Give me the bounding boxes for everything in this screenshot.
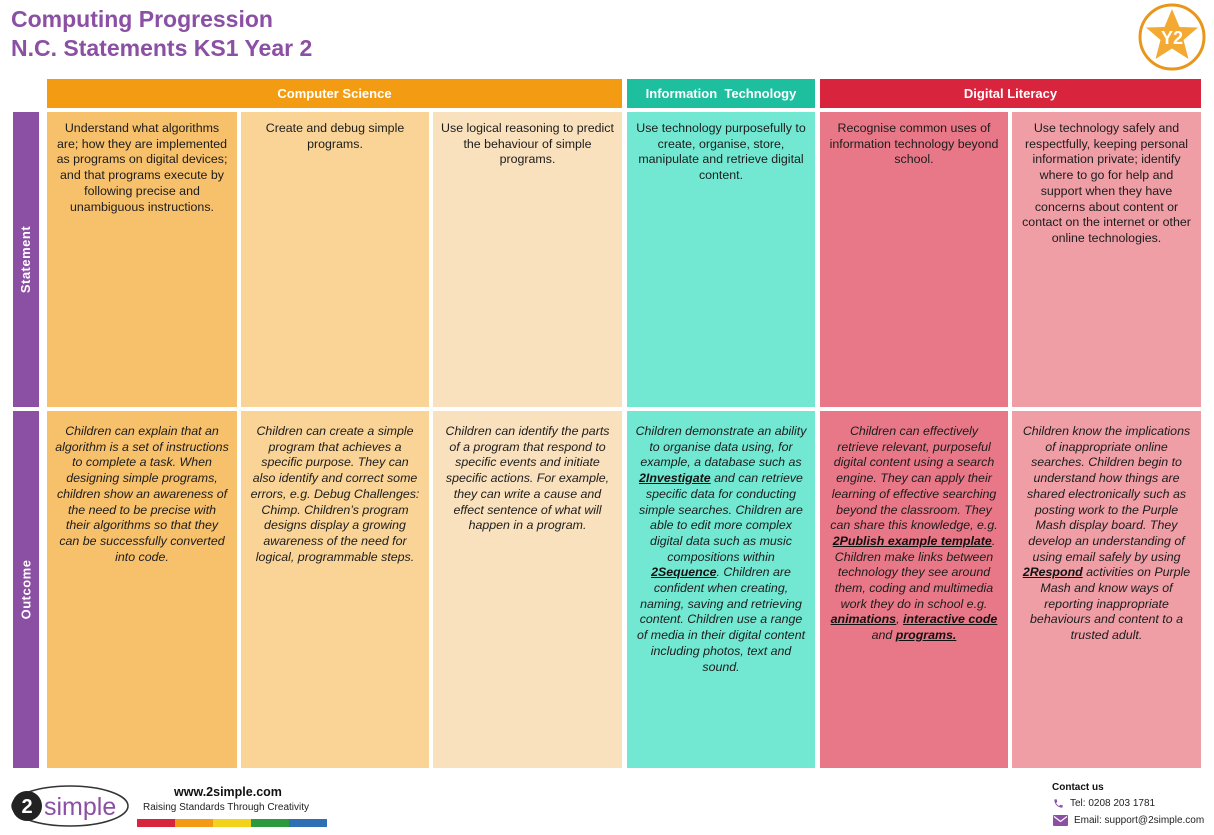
- title-line-1: Computing Progression: [11, 6, 273, 32]
- tagline: Raising Standards Through Creativity: [143, 802, 310, 813]
- link-2investigate[interactable]: 2Investigate: [639, 471, 711, 486]
- category-computer-science: Computer Science: [47, 79, 622, 108]
- contact-email: Email: support@2simple.com: [1053, 815, 1204, 826]
- outcome-cell: Children can effectively retrieve relevant, purposeful digital content using a search engine. They can apply their learning of effective searching beyond the classroom. They can share this knowledge, e.g. 2Publish example template. Children make links between technology they see around them, coding and multimedia work they do in school e.g. animations, interactive code and programs.: [820, 411, 1008, 768]
- outcome-cell: Children can create a simple program that achieves a specific purpose. They can also identify and correct some errors, e.g. Debug Challenges: Chimp. Children’s program designs display a growing awareness of the need for logical, programmable steps.: [241, 411, 429, 768]
- row-label-statement: Statement: [13, 112, 39, 407]
- title-line-2: N.C. Statements KS1 Year 2: [11, 35, 313, 61]
- outcome-cell: Children know the implications of inappropriate online searches. Children begin to understand how things are shared electronically such as posting work to the Purple Mash display board. They develop an understanding of using email safely by using 2Respond activities on Purple Mash and know ways of reporting inappropriate behaviours and content to a trusted adult.: [1012, 411, 1201, 768]
- category-information-technology: Information Technology: [627, 79, 815, 108]
- outcome-cell: Children demonstrate an ability to organise data using, for example, a database such as 2Investigate and can retrieve specific data for conducting simple searches. Children are able to edit more complex digital data such as music compositions within 2Sequence. Children are confident when creating, naming, saving and retrieving content. Children use a range of media in their digital content including photos, text and sound.: [627, 411, 815, 768]
- row-label-outcome: Outcome: [13, 411, 39, 768]
- category-digital-literacy: Digital Literacy: [820, 79, 1201, 108]
- link-programs[interactable]: programs.: [895, 628, 957, 643]
- statement-cell: Understand what algorithms are; how they are implemented as programs on digital devices; and that programs execute by following precise and unambiguous instructions.: [47, 112, 237, 407]
- statement-cell: Use logical reasoning to predict the behaviour of simple programs.: [433, 112, 622, 407]
- link-2sequence[interactable]: 2Sequence: [651, 565, 717, 580]
- page-title: [11, 5, 312, 63]
- outcome-cell: Children can identify the parts of a program that respond to specific events and initiate specific actions. For example, they can write a cause and effect sentence of what will happen in a program.: [433, 411, 622, 768]
- contact-heading: Contact us: [1052, 782, 1104, 793]
- logo-word: simple: [44, 793, 117, 821]
- link-interactive-code[interactable]: interactive code: [902, 612, 998, 627]
- logo-digit: 2: [21, 796, 33, 818]
- link-2publish-template[interactable]: 2Publish example template: [832, 533, 992, 548]
- link-2respond[interactable]: 2Respond: [1022, 565, 1083, 580]
- contact-tel: Tel: 0208 203 1781: [1053, 798, 1155, 809]
- statement-cell: Use technology safely and respectfully, keeping personal information private; identify where to go for help and support when they have concerns about content or contact on the internet or other online technologies.: [1012, 112, 1201, 407]
- badge-label: Y2: [1160, 28, 1184, 48]
- mail-icon: [1053, 815, 1068, 826]
- outcome-cell: Children can explain that an algorithm is a set of instructions to complete a task. When designing simple programs, children show an awareness of the need to be precise with their algorithms so that they can be successfully converted into code.: [47, 411, 237, 768]
- website-url[interactable]: www.2simple.com: [174, 785, 282, 799]
- year-badge: [1138, 3, 1206, 71]
- 2simple-logo: [10, 783, 130, 829]
- statement-cell: Use technology purposefully to create, organise, store, manipulate and retrieve digital content.: [627, 112, 815, 407]
- statement-cell: Recognise common uses of information technology beyond school.: [820, 112, 1008, 407]
- statement-cell: Create and debug simple programs.: [241, 112, 429, 407]
- link-animations[interactable]: animations: [830, 612, 897, 627]
- phone-icon: [1053, 798, 1064, 809]
- color-stripe: [137, 819, 327, 827]
